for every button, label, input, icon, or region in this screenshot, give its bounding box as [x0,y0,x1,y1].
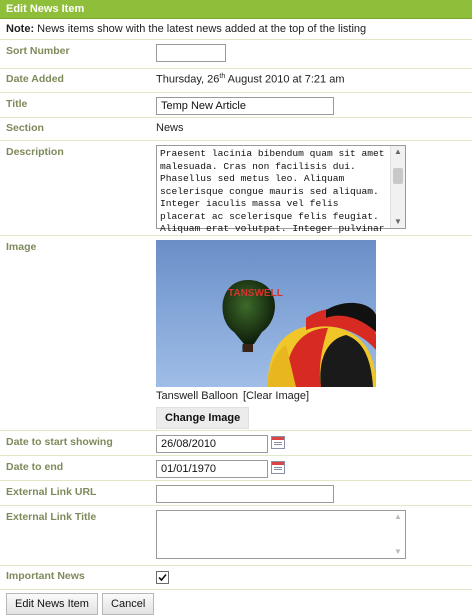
date-end-input[interactable] [156,460,268,478]
external-url-label: External Link URL [6,486,97,498]
date-start-row [0,431,472,456]
scroll-up-icon[interactable]: ▲ [394,147,402,156]
balloon-picture [156,240,376,387]
clear-image-link[interactable]: [Clear Image] [243,390,310,402]
description-label: Description [6,146,64,158]
edit-news-item-button[interactable]: Edit News Item [6,593,98,615]
note-text: News items show with the latest news added at the top of the listing [34,23,367,35]
form-title: Edit News Item [0,0,472,19]
important-checkbox[interactable] [156,571,169,584]
description-scrollbar[interactable] [390,146,405,228]
sort-number-label: Sort Number [6,45,70,57]
external-url-input[interactable] [156,485,334,503]
description-text: Praesent lacinia bibendum quam sit amet malesuada. Cras non facilisis dui. Phasellus sed metus leo. Aliquam scelerisque congue mauris sed aliquam. Integer iaculis massa vel felis placerat ac scelerisque felis feugiat. Aliquam erat volutpat. Integer pulvinar [160,148,385,234]
note-label: Note: [6,23,35,35]
scroll-thumb[interactable] [393,168,403,184]
cancel-button[interactable]: Cancel [102,593,154,615]
sort-number-input[interactable] [156,44,226,62]
date-added-label: Date Added [6,73,64,85]
balloon-image [156,240,376,387]
section-row [0,118,472,141]
check-icon [157,572,168,583]
title-input[interactable] [156,97,334,115]
sort-number-row [0,40,472,69]
external-title-scrollbar[interactable] [391,511,405,558]
image-row [0,236,472,431]
title-label: Title [6,98,28,110]
scroll-down-icon[interactable]: ▼ [394,217,402,226]
description-row [0,141,472,236]
external-title-label: External Link Title [6,511,97,523]
button-bar [0,590,472,615]
image-caption: Tanswell Balloon [156,390,238,402]
date-end-row [0,456,472,481]
external-title-row [0,506,472,566]
note-row [0,19,472,40]
calendar-icon[interactable] [271,461,285,474]
image-label: Image [6,241,37,253]
change-image-button[interactable]: Change Image [156,407,249,429]
important-label: Important News [6,570,85,582]
date-start-input[interactable] [156,435,268,453]
image-caption-row [156,389,472,403]
important-row [0,566,472,590]
date-start-label: Date to start showing [6,436,113,448]
scroll-up-icon[interactable]: ▲ [394,512,402,521]
title-row [0,93,472,118]
date-added-row [0,69,472,93]
date-added-value: Thursday, 26th August 2010 at 7:21 am [156,73,345,86]
scroll-down-icon[interactable]: ▼ [394,547,402,556]
calendar-icon[interactable] [271,436,285,449]
section-value: News [156,122,184,134]
section-label: Section [6,122,44,134]
date-end-label: Date to end [6,461,64,473]
description-textarea[interactable] [156,145,406,234]
external-url-row [0,481,472,506]
balloon-lettering: TANSWELL [228,288,283,299]
external-title-textarea[interactable] [156,510,406,559]
